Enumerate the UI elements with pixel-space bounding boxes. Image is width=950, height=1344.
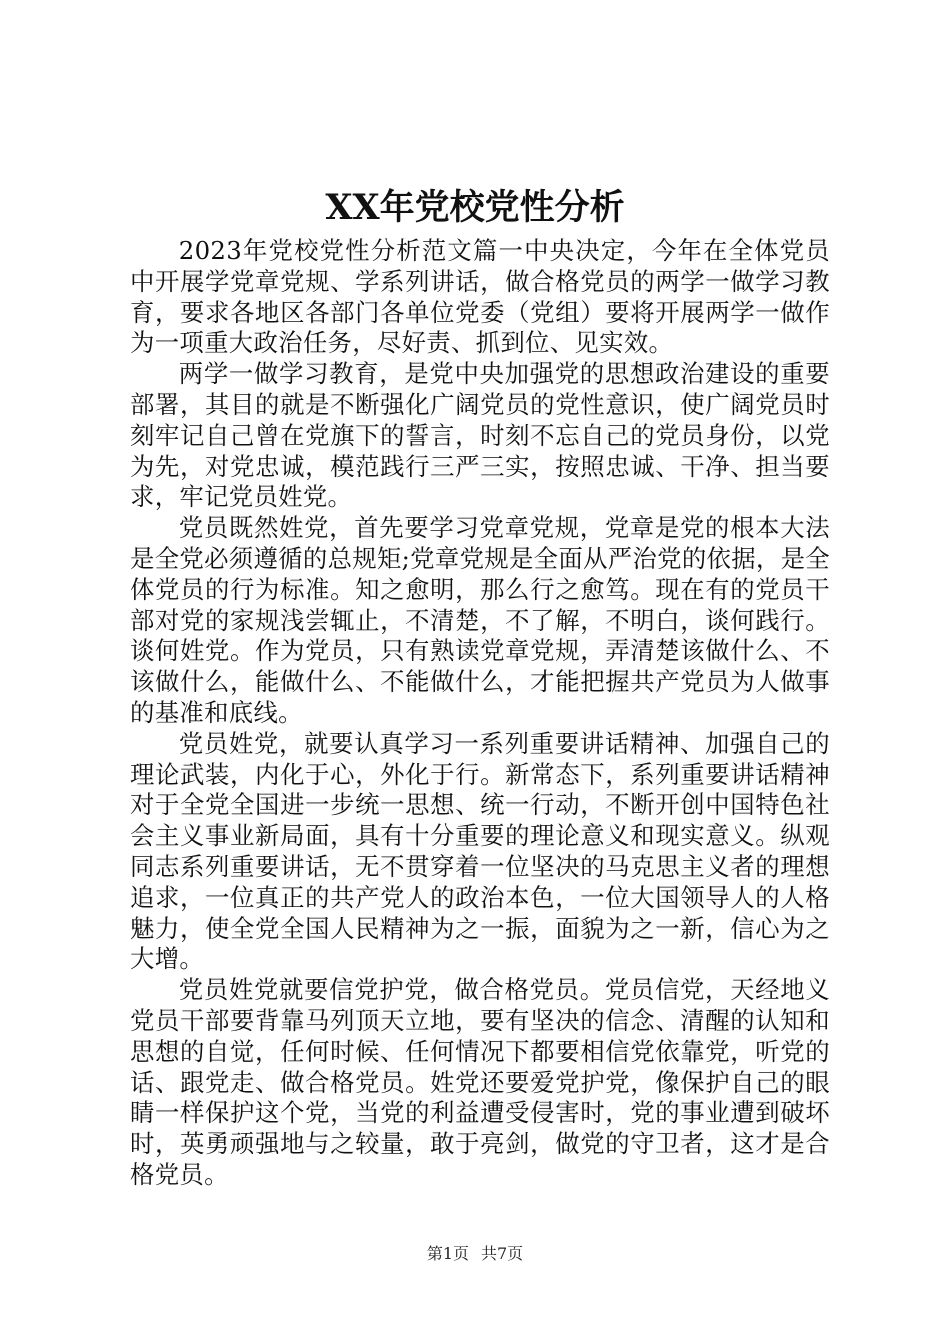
paragraph: 党员姓党，就要认真学习一系列重要讲话精神、加强自己的理论武装，内化于心，外化于行。新常态下，系列重要讲话精神对于全党全国进一步统一思想、统一行动，不断开创中国特色社会主义事业新局面，具有十分重要的理论意义和现实意义。纵观同志系列重要讲话，无不贯穿着一位坚决的马克思主义者的理想追求，一位真正的共产党人的政治本色，一位大国领导人的人格魅力，使全党全国人民精神为之一振，面貌为之一新，信心为之大增。: [130, 728, 830, 974]
paragraph: 两学一做学习教育，是党中央加强党的思想政治建设的重要部署，其目的就是不断强化广阔党员的党性意识，使广阔党员时刻牢记自己曾在党旗下的誓言，时刻不忘自己的党员身份，以党为先，对党忠诚，模范践行三严三实，按照忠诚、干净、担当要求，牢记党员姓党。: [130, 359, 830, 512]
paragraph: 党员姓党就要信党护党，做合格党员。党员信党，天经地义党员干部要背靠马列顶天立地，要有坚决的信念、清醒的认知和思想的自觉，任何时候、任何情况下都要相信党依靠党，听党的话、跟党走、做合格党员。姓党还要爱党护党，像保护自己的眼睛一样保护这个党，当党的利益遭受侵害时，党的事业遭到破坏时，英勇顽强地与之较量，敢于亮剑，做党的守卫者，这才是合格党员。: [130, 975, 830, 1189]
page-total: 共7页: [481, 1244, 524, 1263]
document-body: [130, 236, 830, 1191]
page-number: 第1页: [426, 1244, 469, 1263]
paragraph: 党员既然姓党，首先要学习党章党规，党章是党的根本大法是全党必须遵循的总规矩;党章党规是全面从严治党的依据，是全体党员的行为标准。知之愈明，那么行之愈笃。现在有的党员干部对党的家规浅尝辄止，不清楚，不了解，不明白，谈何践行。谈何姓党。作为党员，只有熟读党章党规，弄清楚该做什么、不该做什么，能做什么、不能做什么，才能把握共产党员为人做事的基准和底线。: [130, 513, 830, 727]
paragraph: 2023年党校党性分析范文篇一中央决定，今年在全体党员中开展学党章党规、学系列讲话，做合格党员的两学一做学习教育，要求各地区各部门各单位党委（党组）要将开展两学一做作为一项重大政治任务，尽好责、抓到位、见实效。: [130, 236, 830, 358]
page-footer: [0, 1243, 950, 1265]
document-title: XX年党校党性分析: [325, 187, 625, 228]
